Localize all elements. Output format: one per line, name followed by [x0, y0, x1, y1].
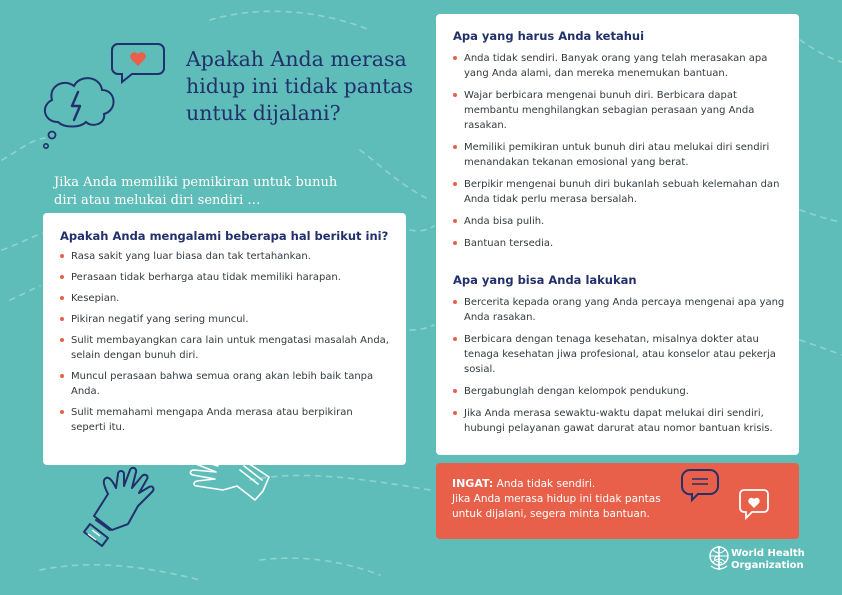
- who-logo-text: [731, 548, 805, 572]
- who-logo-line2: Organization: [731, 560, 804, 571]
- reminder-line2: Jika Anda merasa hidup ini tidak pantas untuk dijalani, segera minta bantuan.: [452, 493, 661, 520]
- list-item: Memiliki pemikiran untuk bunuh diri atau melukai diri sendiri menandakan tekanan emosional yang berat.: [453, 140, 788, 170]
- experience-heading: Apakah Anda mengalami beberapa hal berikut ini?: [60, 229, 389, 243]
- list-item: Sulit memahami mengapa Anda merasa atau berpikiran seperti itu.: [60, 405, 390, 435]
- list-item: Rasa sakit yang luar biasa dan tak tertahankan.: [60, 249, 390, 264]
- list-item: Perasaan tidak berharga atau tidak memiliki harapan.: [60, 270, 390, 285]
- list-item: Anda bisa pulih.: [453, 214, 788, 229]
- list-item: Kesepian.: [60, 291, 390, 306]
- reminder-line1: Anda tidak sendiri.: [496, 478, 596, 490]
- list-item: Jika Anda merasa sewaktu-waktu dapat melukai diri sendiri, hubungi pelayanan gawat darurat atau nomor bantuan krisis.: [453, 406, 788, 436]
- list-item: Bantuan tersedia.: [453, 236, 788, 251]
- list-item: Wajar berbicara mengenai bunuh diri. Berbicara dapat membantu menghilangkan sebagian perasaan yang Anda rasakan.: [453, 88, 788, 133]
- list-item: Berbicara dengan tenaga kesehatan, misalnya dokter atau tenaga kesehatan jiwa profesional, atau konselor atau pekerja sosial.: [453, 332, 788, 377]
- who-logo-line1: World Health: [731, 548, 805, 559]
- reminder-label: INGAT:: [452, 477, 494, 490]
- list-item: Bergabunglah dengan kelompok pendukung.: [453, 384, 788, 399]
- list-item: Anda tidak sendiri. Banyak orang yang telah merasakan apa yang Anda alami, dan mereka menemukan bantuan.: [453, 51, 788, 81]
- page-title: Apakah Anda merasa hidup ini tidak pantas untuk dijalani?: [186, 47, 414, 125]
- intro-text: Jika Anda memiliki pemikiran untuk bunuh diri atau melukai diri sendiri …: [54, 175, 338, 208]
- list-item: Berpikir mengenai bunuh diri bukanlah sebuah kelemahan dan Anda tidak perlu merasa bersalah.: [453, 177, 788, 207]
- list-item: Bercerita kepada orang yang Anda percaya mengenai apa yang Anda rasakan.: [453, 295, 788, 325]
- list-item: Sulit membayangkan cara lain untuk mengatasi masalah Anda, selain dengan bunuh diri.: [60, 333, 390, 363]
- know-heading: Apa yang harus Anda ketahui: [453, 29, 645, 43]
- who-emblem-icon: [708, 544, 730, 572]
- list-item: Muncul perasaan bahwa semua orang akan lebih baik tanpa Anda.: [60, 369, 390, 399]
- todo-heading: Apa yang bisa Anda lakukan: [453, 273, 637, 287]
- list-item: Pikiran negatif yang sering muncul.: [60, 312, 390, 327]
